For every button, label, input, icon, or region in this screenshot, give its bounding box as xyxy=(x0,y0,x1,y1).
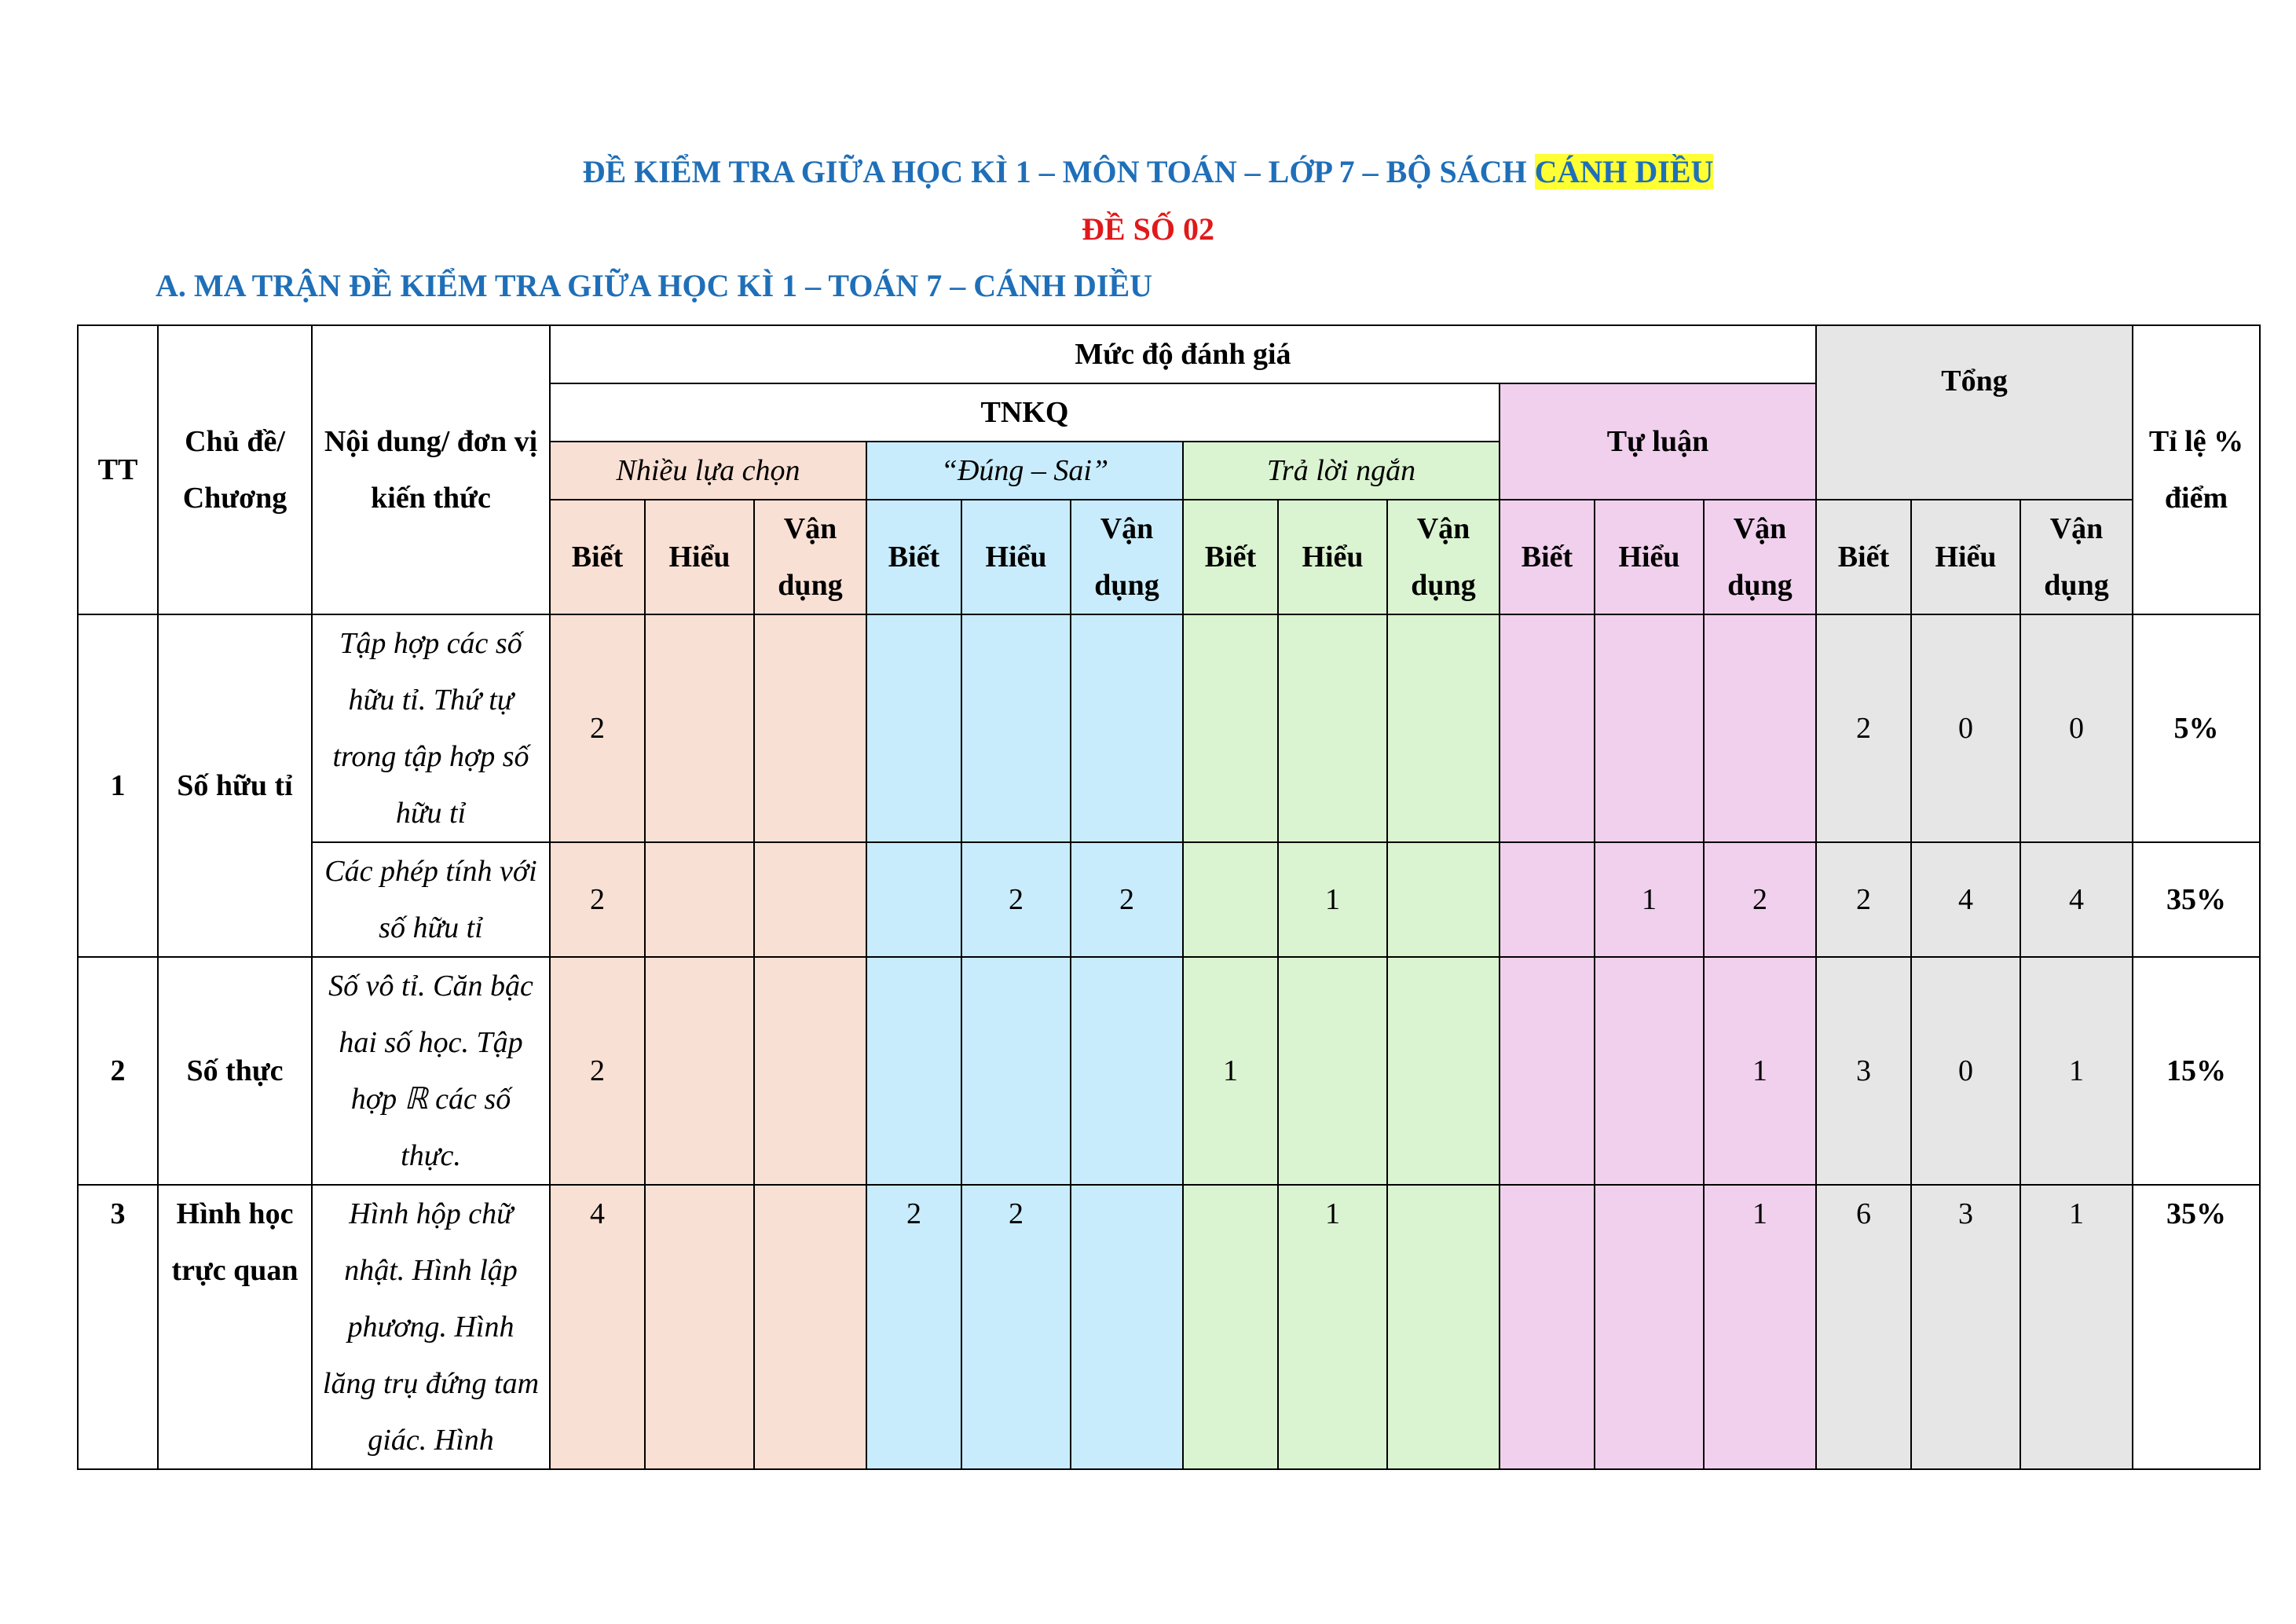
cell-value xyxy=(1183,842,1278,957)
header-topic: Chủ đề/ Chương xyxy=(158,325,312,614)
cell-value: 0 xyxy=(2020,614,2133,842)
row-ratio: 15% xyxy=(2133,957,2260,1185)
level-understand: Hiểu xyxy=(1595,500,1704,614)
level-apply: Vận dụng xyxy=(1071,500,1183,614)
cell-value: 4 xyxy=(550,1185,645,1469)
cell-value: 1 xyxy=(1278,842,1387,957)
cell-value: 2 xyxy=(550,614,645,842)
cell-value xyxy=(961,614,1071,842)
cell-value: 2 xyxy=(961,1185,1071,1469)
row-tt: 1 xyxy=(78,614,158,957)
row-content: Các phép tính với số hữu tỉ xyxy=(312,842,550,957)
level-apply: Vận dụng xyxy=(1704,500,1816,614)
row-topic: Hình học trực quan xyxy=(158,1185,312,1469)
cell-value: 2 xyxy=(1816,842,1911,957)
cell-value: 4 xyxy=(2020,842,2133,957)
cell-value: 3 xyxy=(1816,957,1911,1185)
row-content: Tập hợp các số hữu tỉ. Thứ tự trong tập hợp số hữu tỉ xyxy=(312,614,550,842)
cell-value: 1 xyxy=(1704,1185,1816,1469)
cell-value: 2 xyxy=(1071,842,1183,957)
header-ratio: Tỉ lệ % điểm xyxy=(2133,325,2260,614)
cell-value: 0 xyxy=(1911,957,2020,1185)
header-true-false: “Đúng – Sai” xyxy=(866,442,1183,500)
title-highlight: CÁNH DIỀU xyxy=(1534,154,1714,189)
table-row xyxy=(78,614,2260,842)
cell-value xyxy=(1595,614,1704,842)
cell-value xyxy=(1500,614,1595,842)
cell-value: 2 xyxy=(961,842,1071,957)
cell-value xyxy=(1071,614,1183,842)
cell-value xyxy=(1500,1185,1595,1469)
row-topic: Số hữu tỉ xyxy=(158,614,312,957)
cell-value xyxy=(961,957,1071,1185)
level-apply: Vận dụng xyxy=(1387,500,1500,614)
cell-value: 1 xyxy=(1278,1185,1387,1469)
row-ratio: 5% xyxy=(2133,614,2260,842)
cell-value: 1 xyxy=(1704,957,1816,1185)
cell-value xyxy=(1595,1185,1704,1469)
level-know: Biết xyxy=(866,500,961,614)
title-prefix: ĐỀ KIỂM TRA GIỮA HỌC KÌ 1 – MÔN TOÁN – LỚP 7 – BỘ SÁCH xyxy=(582,154,1535,189)
header-level: Mức độ đánh giá xyxy=(550,325,1816,383)
cell-value xyxy=(1387,842,1500,957)
header-tnkq: TNKQ xyxy=(550,383,1500,442)
level-know: Biết xyxy=(1500,500,1595,614)
header-content: Nội dung/ đơn vị kiến thức xyxy=(312,325,550,614)
cell-value xyxy=(1387,957,1500,1185)
cell-value xyxy=(1595,957,1704,1185)
level-understand: Hiểu xyxy=(961,500,1071,614)
cell-value xyxy=(645,957,754,1185)
cell-value xyxy=(754,842,866,957)
row-topic: Số thực xyxy=(158,957,312,1185)
row-content: Hình hộp chữ nhật. Hình lập phương. Hình lăng trụ đứng tam giác. Hình xyxy=(312,1185,550,1469)
document-title xyxy=(0,153,2296,190)
row-tt: 2 xyxy=(78,957,158,1185)
row-ratio: 35% xyxy=(2133,1185,2260,1469)
table-row xyxy=(78,957,2260,1185)
cell-value xyxy=(1278,957,1387,1185)
cell-value xyxy=(645,842,754,957)
header-tt: TT xyxy=(78,325,158,614)
header-multiple-choice: Nhiều lựa chọn xyxy=(550,442,866,500)
cell-value: 3 xyxy=(1911,1185,2020,1469)
cell-value: 1 xyxy=(1595,842,1704,957)
table-row xyxy=(78,1185,2260,1469)
cell-value xyxy=(866,842,961,957)
cell-value: 2 xyxy=(550,842,645,957)
cell-value xyxy=(1183,1185,1278,1469)
cell-value xyxy=(645,614,754,842)
cell-value xyxy=(866,957,961,1185)
header-essay: Tự luận xyxy=(1500,383,1816,500)
cell-value xyxy=(1500,957,1595,1185)
level-know: Biết xyxy=(550,500,645,614)
cell-value xyxy=(1500,842,1595,957)
matrix-table xyxy=(77,324,2261,1470)
cell-value xyxy=(1704,614,1816,842)
level-know: Biết xyxy=(1183,500,1278,614)
cell-value: 1 xyxy=(2020,1185,2133,1469)
level-apply: Vận dụng xyxy=(2020,500,2133,614)
cell-value xyxy=(866,614,961,842)
cell-value xyxy=(754,957,866,1185)
row-ratio: 35% xyxy=(2133,842,2260,957)
cell-value: 1 xyxy=(2020,957,2133,1185)
level-apply: Vận dụng xyxy=(754,500,866,614)
header-short-answer: Trả lời ngắn xyxy=(1183,442,1500,500)
cell-value: 2 xyxy=(550,957,645,1185)
level-know: Biết xyxy=(1816,500,1911,614)
cell-value: 2 xyxy=(866,1185,961,1469)
cell-value xyxy=(1071,1185,1183,1469)
cell-value xyxy=(754,1185,866,1469)
cell-value xyxy=(1183,614,1278,842)
table-row xyxy=(78,842,2260,957)
level-understand: Hiểu xyxy=(1911,500,2020,614)
cell-value: 6 xyxy=(1816,1185,1911,1469)
section-heading: A. MA TRẬN ĐỀ KIỂM TRA GIỮA HỌC KÌ 1 – TOÁN 7 – CÁNH DIỀU xyxy=(156,268,1153,303)
exam-number: ĐỀ SỐ 02 xyxy=(1082,211,1214,247)
cell-value xyxy=(1278,614,1387,842)
cell-value xyxy=(1387,614,1500,842)
level-understand: Hiểu xyxy=(1278,500,1387,614)
row-tt: 3 xyxy=(78,1185,158,1469)
cell-value: 2 xyxy=(1704,842,1816,957)
cell-value: 2 xyxy=(1816,614,1911,842)
cell-value: 1 xyxy=(1183,957,1278,1185)
level-understand: Hiểu xyxy=(645,500,754,614)
header-total: Tổng xyxy=(1816,325,2133,500)
cell-value: 4 xyxy=(1911,842,2020,957)
cell-value xyxy=(645,1185,754,1469)
cell-value: 0 xyxy=(1911,614,2020,842)
cell-value xyxy=(1071,957,1183,1185)
cell-value xyxy=(1387,1185,1500,1469)
cell-value xyxy=(754,614,866,842)
row-content: Số vô tỉ. Căn bậc hai số học. Tập hợp ℝ các số thực. xyxy=(312,957,550,1185)
